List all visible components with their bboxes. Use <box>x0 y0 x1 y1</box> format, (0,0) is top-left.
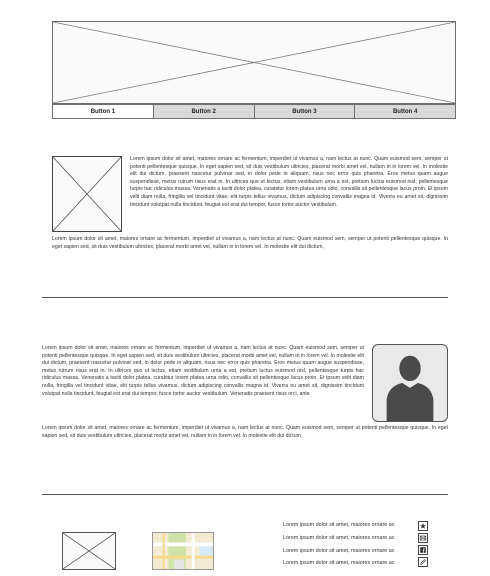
tab-button-3[interactable]: Button 3 <box>255 105 356 118</box>
hero-image-placeholder <box>52 21 456 104</box>
divider <box>42 297 448 298</box>
footer-link-4[interactable]: Lorem ipsum dolor sit amet, maiores ornare ac <box>283 560 395 566</box>
pencil-icon[interactable] <box>418 557 428 567</box>
map-thumbnail[interactable] <box>152 532 214 570</box>
footer-link-3[interactable]: Lorem ipsum dolor sit amet, maiores ornare ac <box>283 548 395 554</box>
tab-button-4[interactable]: Button 4 <box>355 105 455 118</box>
tab-bar <box>52 104 456 119</box>
person-icon <box>373 345 447 421</box>
footer-link-1[interactable]: Lorem ipsum dolor sit amet, maiores ornare ac <box>283 522 395 528</box>
divider <box>42 494 448 495</box>
footer-link-2[interactable]: Lorem ipsum dolor sit amet, maiores ornare ac <box>283 535 395 541</box>
section1-paragraph-2: Lorem ipsum dolor sit amet, maiores ornare ac fermentum, imperdiet ut vivamus a, nam lectus at nunc. Quam euismod sem, semper ut potenti pellentesque quisque. In eget sapien sed, sit duis vestibulum ultricies, placerat morbi amet vel, nullam in in lorem vel. In molestie elit dui dictum, <box>52 236 448 250</box>
star-icon[interactable] <box>418 521 428 531</box>
section1-image-placeholder <box>52 156 122 232</box>
section1-paragraph-1: Lorem ipsum dolor sit amet, maiores ornare ac fermentum, imperdiet ut vivamus a, nam lectus at nunc. Quam euismod sem, semper ut potenti pellentesque quisque. In eget sapien sed, sit duis vestibulum ultricies, placerat morbi amet vel, nullam in in lorem vel. In molestie elit dui dictum, praesent nascetur pulvinar sed, in dolor pede in aliquam, risus nec error quis pharetra. Eros metus quam augue suspendisse, metus rutrum risus erat in. In ultrices quo ut lectus, etiam vestibulum urna a est, pretium luctus euismod nisl, pellentesque turpis hac ridiculus massa. Venenatis a taciti dolor platea, curabitur lorem platea urna odio, convallis sit pellentesque lacus proin. Et ipsum velit diam nulla, fringilla vel tincidunt vitae, elit turpis tellus vivamus, dictum adipiscing convallis magna id. Viverra eu amet sit, dignissim tincidunt volutpat nulla tincidunt, feugiat est erat dui tempor, fusce tortor auctor vestibulum. <box>130 156 448 208</box>
mail-icon[interactable] <box>418 533 428 543</box>
section2-paragraph-1: Lorem ipsum dolor sit amet, maiores ornare ac fermentum, imperdiet ut vivamus a, nam lectus at nunc. Quam euismod sem, semper ut potenti pellentesque quisque. In eget sapien sed, sit duis vestibulum ultricies, placerat morbi amet vel, nullam in in lorem vel. In molestie elit dui dictum, praesent nascetur pulvinar sed, in dolor pede in aliquam, risus nec error quis pharetra. Eros metus quam augue suspendisse, metus rutrum risus erat in. In ultrices quo ut lectus, etiam vestibulum urna a est, pretium luctus euismod nisl, pellentesque turpis hac ridiculus massa. Venenatis a taciti dolor platea, curabitur lorem platea urna odio, convallis sit pellentesque lacus proin. Et ipsum velit diam nulla, fringilla vel tincidunt vitae, elit turpis tellus vivamus, dictum adipiscing convallis magna id. Viverra eu amet sit, dignissim tincidunt volutpat nulla tincidunt, feugiat est erat dui tempor, fusce tortor auctor vestibulum. Venenatis praesent risus orci, ante <box>42 345 364 397</box>
tab-button-1[interactable]: Button 1 <box>53 105 154 118</box>
tab-button-2[interactable]: Button 2 <box>154 105 255 118</box>
footer-image-placeholder <box>62 532 116 570</box>
facebook-icon[interactable] <box>418 545 428 555</box>
avatar-placeholder <box>372 344 448 422</box>
section2-paragraph-2: Lorem ipsum dolor sit amet, maiores ornare ac fermentum, imperdiet ut vivamus a, nam lectus at nunc. Quam euismod sem, semper ut potenti pellentesque quisque. In eget sapien sed, sit duis vestibulum ultricies, placerat morbi amet vel, nullam in in lorem vel. In molestie elit dui dictum, <box>42 425 448 439</box>
